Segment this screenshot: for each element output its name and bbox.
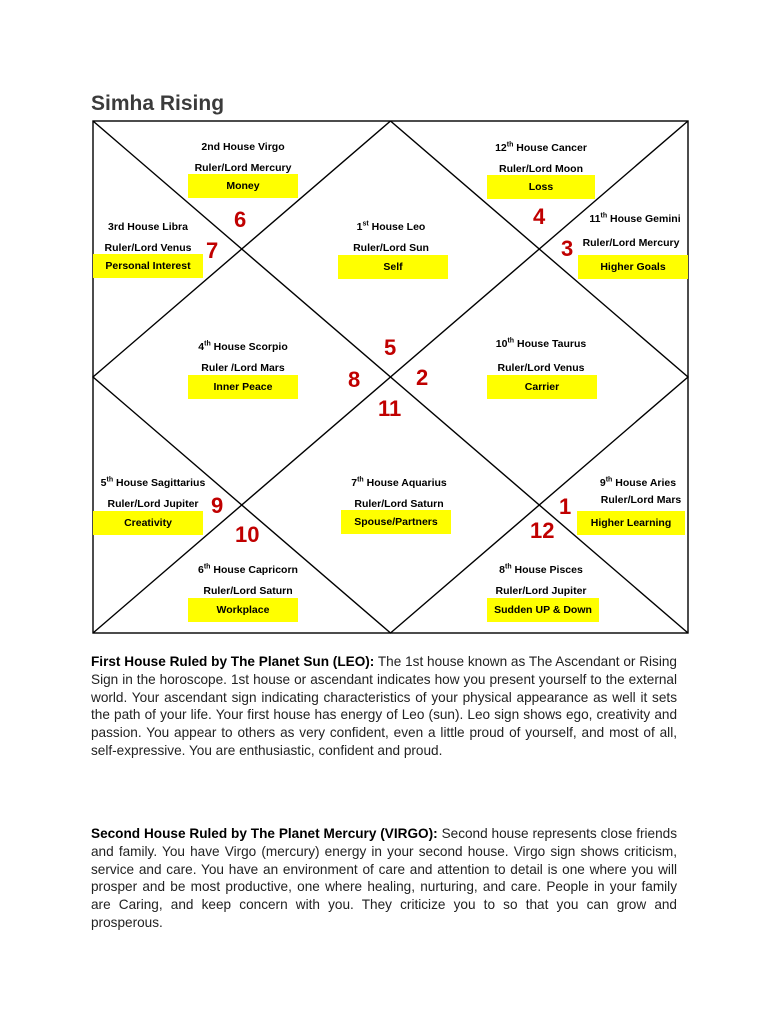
house-8-meaning: Sudden UP & Down (487, 598, 599, 622)
page-title: Simha Rising (91, 92, 225, 115)
house-12-ruler: Ruler/Lord Moon (499, 163, 583, 175)
house-3-title: 3rd House Libra (108, 221, 188, 233)
house-4-meaning: Inner Peace (188, 375, 298, 399)
house-9-title: 9th House Aries (599, 476, 677, 489)
house-11-sign-number: 3 (561, 236, 574, 261)
house-3-ruler: Ruler/Lord Venus (104, 242, 192, 254)
second-house-body: Second house represents close friends and family. You have Virgo (mercury) energy in your second house. Virgo sign shows criticism, service and care. You have an environment of care and attention to detail is one where you will prosper and be most productive, one where healing, nurturing, and care. People in your family are Caring, and keep concern with you. They criticize you to so that you can grow and prosperous. (91, 826, 677, 930)
house-2-meaning: Money (188, 174, 298, 198)
house-10-ruler: Ruler/Lord Venus (497, 362, 585, 374)
house-9-ruler: Ruler/Lord Mars (600, 494, 682, 506)
house-12-title: 12th House Cancer (495, 141, 587, 154)
first-house-paragraph (91, 653, 677, 760)
house-5-sign-number: 9 (211, 493, 224, 518)
house-2-ruler: Ruler/Lord Mercury (194, 162, 292, 174)
house-11-ruler: Ruler/Lord Mercury (582, 237, 680, 249)
house-6-ruler: Ruler/Lord Saturn (203, 585, 293, 597)
house-12-meaning: Loss (487, 175, 595, 199)
house-2-sign-number: 6 (234, 207, 247, 232)
house-1-meaning: Self (338, 255, 448, 279)
house-4-title: 4th House Scorpio (198, 340, 288, 353)
second-house-heading: Second House Ruled by The Planet Mercury (VIRGO): (91, 826, 438, 841)
house-7-sign-number: 11 (378, 396, 402, 421)
house-1-title: 1st House Leo (356, 220, 426, 233)
house-10-sign-number: 2 (416, 365, 429, 390)
second-house-paragraph (91, 825, 677, 932)
house-11-meaning: Higher Goals (578, 255, 688, 279)
house-6-meaning: Workplace (188, 598, 298, 622)
house-5-ruler: Ruler/Lord Jupiter (107, 498, 199, 510)
house-12-sign-number: 4 (533, 204, 546, 229)
house-1-ruler: Ruler/Lord Sun (353, 242, 429, 254)
house-3-meaning: Personal Interest (93, 254, 203, 278)
house-5-meaning: Creativity (93, 511, 203, 535)
house-1-sign-number: 5 (384, 335, 397, 360)
house-3-sign-number: 7 (206, 238, 219, 263)
house-2-title: 2nd House Virgo (201, 141, 285, 153)
house-9-meaning: Higher Learning (577, 511, 685, 535)
house-10-title: 10th House Taurus (495, 337, 587, 350)
house-6-title: 6th House Capricorn (198, 563, 298, 576)
house-9-sign-number: 1 (559, 494, 572, 519)
house-4-sign-number: 8 (348, 367, 361, 392)
house-7-meaning: Spouse/Partners (341, 510, 451, 534)
house-8-sign-number: 12 (530, 518, 555, 543)
house-11-title: 11th House Gemini (589, 212, 681, 225)
house-4-ruler: Ruler /Lord Mars (201, 362, 285, 374)
first-house-heading: First House Ruled by The Planet Sun (LEO): (91, 654, 375, 669)
house-5-title: 5th House Sagittarius (100, 476, 206, 489)
first-house-body: The 1st house known as The Ascendant or Rising Sign in the horoscope. 1st house or ascendant indicates how you present yourself to the external world. Your ascendant sign indicating characteristics of your physical appearance as well it sets the path of your life. Your first house has energy of Leo (sun). Leo sign shows ego, creativity and passion. You appear to others as very confident, even a little proud of yourself, and most of all, self-expressive. You are enthusiastic, confident and proud. (91, 654, 677, 758)
house-7-ruler: Ruler/Lord Saturn (354, 498, 444, 510)
house-10-meaning: Carrier (487, 375, 597, 399)
house-8-ruler: Ruler/Lord Jupiter (495, 585, 587, 597)
house-6-sign-number: 10 (235, 522, 260, 547)
house-7-title: 7th House Aquarius (351, 476, 447, 489)
house-8-title: 8th House Pisces (499, 563, 583, 576)
